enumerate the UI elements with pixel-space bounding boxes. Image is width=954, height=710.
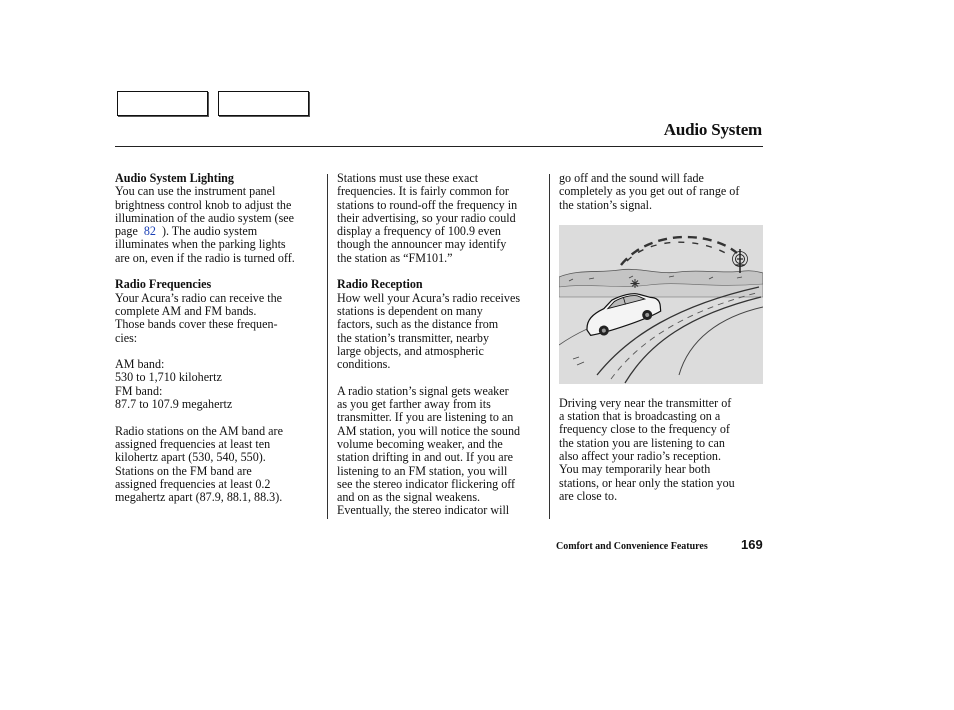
reception-paragraph: How well your Acura’s radio receives stations is dependent on many factors, such as the distance from the station’s transmitter, nearby large objects, and atmospheric conditions. xyxy=(337,290,521,372)
page-title: Audio System xyxy=(663,120,762,139)
column-divider xyxy=(549,174,550,519)
nav-button-next[interactable] xyxy=(218,91,309,116)
intro-paragraph: Stations must use these exact frequencies. It is fairly common for stations to round-off the frequency in their advertising, so your radio could display a frequency of 100.9 even though the announcer may identify the station as “FM101.” xyxy=(337,171,518,265)
page-reference-link[interactable]: 82 xyxy=(143,224,156,239)
column-divider xyxy=(327,174,328,519)
continued-paragraph: go off and the sound will fade completely as you get out of range of the station’s signal. xyxy=(559,171,740,212)
radio-reception-illustration xyxy=(559,225,763,384)
section-heading-reception: Radio Reception xyxy=(337,277,423,292)
page-number: 169 xyxy=(741,537,763,552)
column-2 xyxy=(337,172,543,518)
footer-section-label: Comfort and Convenience Features xyxy=(556,541,708,552)
bands-paragraph: AM band: 530 to 1,710 kilohertz FM band: 87.7 to 107.9 megahertz xyxy=(115,357,233,412)
header-rule xyxy=(115,146,763,147)
signal-paragraph: A radio station’s signal gets weaker as you get farther away from its transmitter. If you are listening to an AM station, you will notice the sound volume becoming weaker, and the station drifting in and out. If you are listening to an FM station, you will see the stereo indicator flickering off and on as the signal weakens. Eventually, the stereo indicator will xyxy=(337,383,521,518)
column-1 xyxy=(115,172,321,504)
section-heading-lighting: Audio System Lighting xyxy=(115,171,234,185)
section-heading-frequencies: Radio Frequencies xyxy=(115,277,212,292)
lighting-text-a: You can use the instrument panel brightness control knob to adjust the illumination of the audio system (see page xyxy=(115,184,295,239)
frequencies-paragraph: Your Acura’s radio can receive the complete AM and FM bands. Those bands cover these frequen- cies: xyxy=(115,290,283,345)
lighting-text-b: ). The audio system illuminates when the parking lights are on, even if the radio is turned off. xyxy=(115,224,295,265)
nav-button-previous[interactable] xyxy=(117,91,208,116)
spacing-paragraph: Radio stations on the AM band are assigned frequencies at least ten kilohertz apart (530, 540, 550). Stations on the FM band are assigned frequencies at least 0.2 megahertz apart (87.9, 88.1, 88.3). xyxy=(115,423,283,505)
lighting-paragraph xyxy=(115,185,321,265)
column-3 xyxy=(559,172,765,503)
transmitter-paragraph: Driving very near the transmitter of a station that is broadcasting on a frequency close to the frequency of the station you are listening to can also affect your radio’s reception. You may temporarily hear both stations, or hear only the station you are close to. xyxy=(559,395,735,503)
